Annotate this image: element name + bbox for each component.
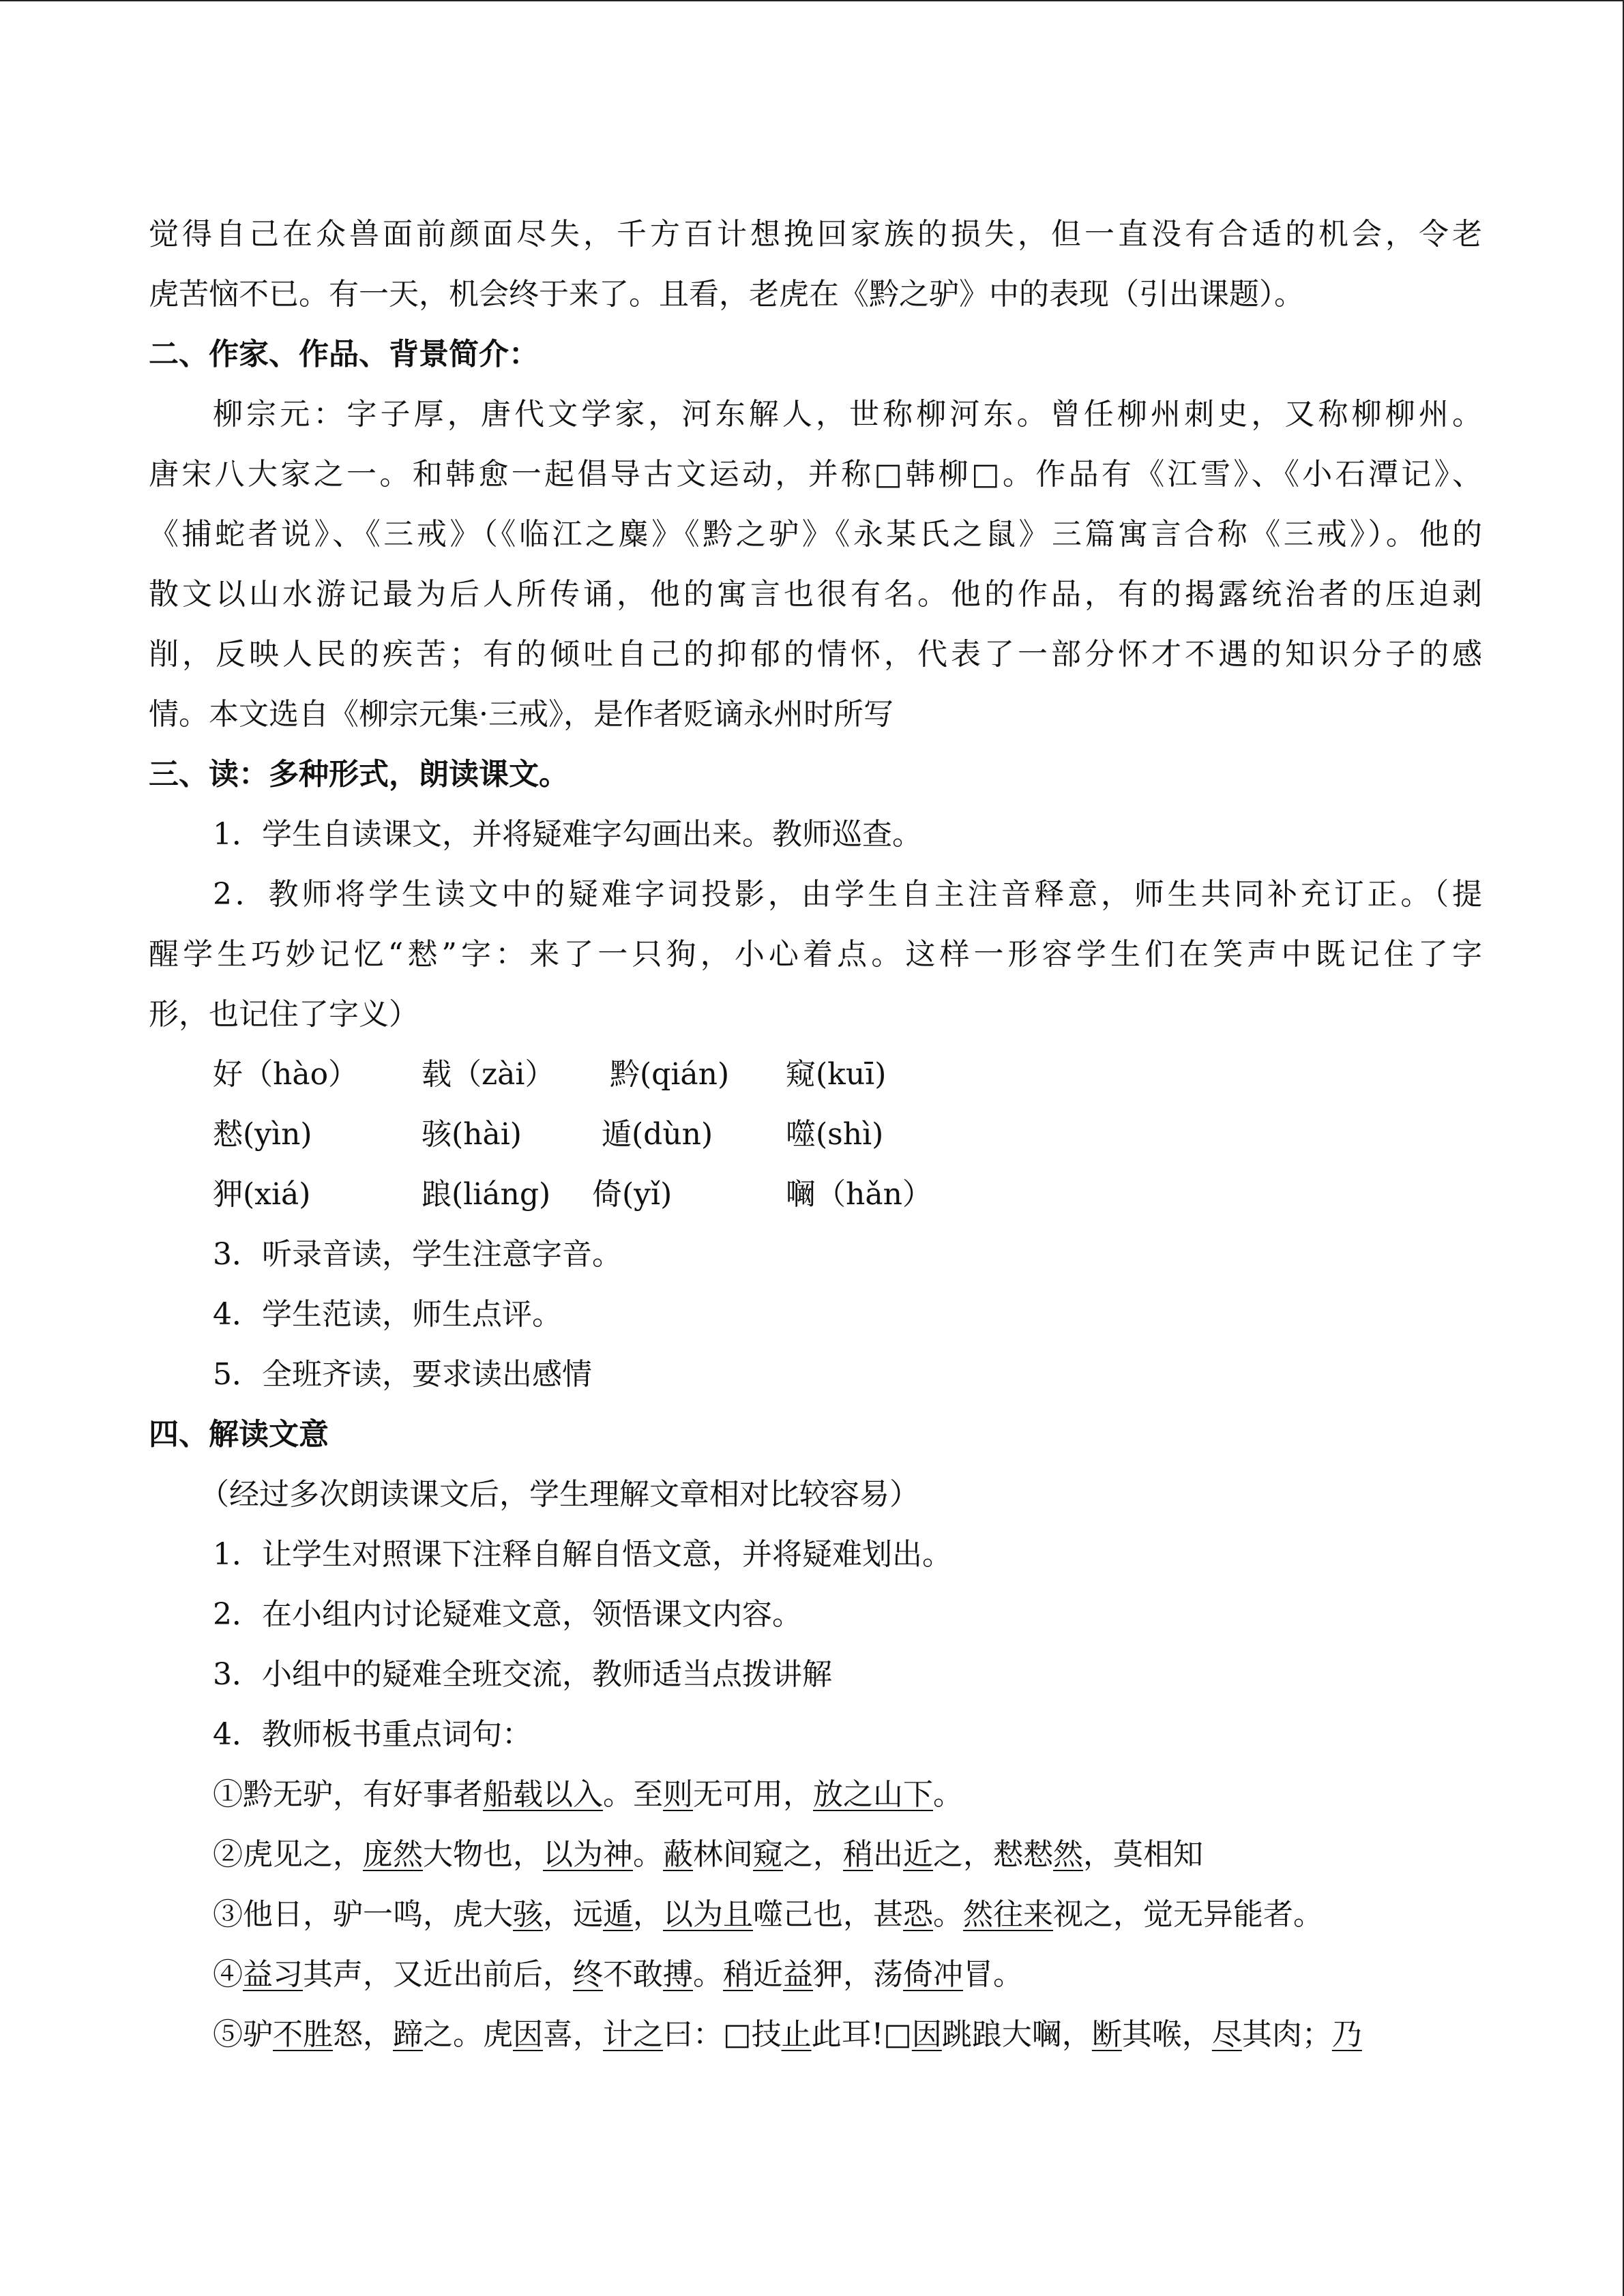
sentence-text: 林间	[693, 1837, 753, 1872]
underlined-word: 倚冲	[903, 1957, 963, 1992]
underlined-word: 以为且	[663, 1897, 753, 1932]
underlined-word: 船载以入	[483, 1777, 603, 1812]
sentence-text: ，莫相知	[1083, 1837, 1203, 1872]
underlined-word: 窥	[753, 1837, 783, 1872]
sentence-text: 不敢	[603, 1957, 663, 1992]
sentence-text: ，远	[543, 1897, 603, 1932]
sentence-text: 跳踉大㘎，	[941, 2017, 1092, 2052]
pronunciation-item: 狎(xiá)	[213, 1177, 311, 1212]
section-2-line-6: 情。本文选自《柳宗元集·三戒》，是作者贬谪永州时所写	[149, 697, 894, 732]
pronunciation-item: 骇(hài)	[422, 1117, 522, 1152]
key-sentence-5	[149, 2005, 1482, 2065]
pronunciation-item: 好（hào）	[213, 1057, 359, 1092]
underlined-word: 因	[911, 2017, 942, 2052]
sentence-text: 此耳!□	[811, 2017, 912, 2052]
underlined-word: 断	[1091, 2017, 1122, 2052]
section-2-heading: 二、作家、作品、背景简介：	[149, 337, 539, 372]
underlined-word: 尽	[1211, 2017, 1242, 2052]
sentence-text: 。	[933, 1897, 963, 1932]
underlined-word: 因	[513, 2017, 543, 2052]
pronunciation-row	[149, 1045, 1482, 1105]
intro-line-2: 虎苦恼不已。有一天，机会终于来了。且看，老虎在《黔之驴》中的表现（引出课题）。	[149, 277, 1304, 312]
sentence-text: 狎，荡	[813, 1957, 903, 1992]
section-2-line-3: 《捕蛇者说》、《三戒》（《临江之麋》《黔之驴》《永某氏之鼠》三篇寓言合称《三戒》）。他的	[149, 517, 1482, 552]
underlined-word: 然往来	[963, 1897, 1053, 1932]
key-sentence-1	[149, 1765, 1482, 1825]
sentence-text: 噬己也，甚	[753, 1897, 903, 1932]
pronunciation-row	[149, 1165, 1482, 1225]
sentence-text: 之。虎	[423, 2017, 513, 2052]
section-4-step-3: 3．小组中的疑难全班交流，教师适当点拨讲解	[213, 1657, 832, 1692]
underlined-word: 稍	[843, 1837, 873, 1872]
sentence-text: 。至	[603, 1777, 663, 1812]
sentence-text: 冒。	[963, 1957, 1023, 1992]
sentence-text: 出	[873, 1837, 903, 1872]
underlined-word: 遁	[603, 1897, 633, 1932]
pronunciation-item: 窥(kuī)	[786, 1057, 887, 1092]
underlined-word: 计之	[603, 2017, 663, 2052]
underlined-word: 蹄	[393, 2017, 423, 2052]
section-2-line-2: 唐宋八大家之一。和韩愈一起倡导古文运动，并称□韩柳□。作品有《江雪》、《小石潭记》、	[149, 457, 1482, 492]
underlined-word: 益	[783, 1957, 813, 1992]
sentence-text: ，	[633, 1897, 663, 1932]
pronunciation-item: 慭(yìn)	[213, 1117, 312, 1152]
sentence-text: 大物也，	[423, 1837, 543, 1872]
section-3-step-2-line-2: 醒学生巧妙记忆“慭”字：来了一只狗，小心着点。这样一形容学生们在笑声中既记住了字	[149, 937, 1482, 972]
underlined-word: 蔽	[663, 1837, 693, 1872]
section-2-line-5: 削，反映人民的疾苦；有的倾吐自己的抑郁的情怀，代表了一部分怀才不遇的知识分子的感	[149, 637, 1482, 672]
section-4-note: （经过多次朗读课文后，学生理解文章相对比较容易）	[199, 1477, 919, 1512]
underlined-word: 益习	[243, 1957, 303, 1992]
sentence-text: 曰：□技	[663, 2017, 782, 2052]
sentence-text: 。	[693, 1957, 723, 1992]
sentence-text: 近	[753, 1957, 783, 1992]
pronunciation-item: 黔(qián)	[610, 1057, 730, 1092]
sentence-text: 其声，又近出前后，	[303, 1957, 573, 1992]
sentence-text: 。	[933, 1777, 963, 1812]
sentence-text: 。	[633, 1837, 663, 1872]
section-2-line-4: 散文以山水游记最为后人所传诵，他的寓言也很有名。他的作品，有的揭露统治者的压迫剥	[149, 577, 1482, 612]
sentence-text: 之，慭慭	[933, 1837, 1053, 1872]
underlined-word: 放之山下	[813, 1777, 933, 1812]
underlined-word: 稍	[723, 1957, 753, 1992]
underlined-word: 止	[781, 2017, 812, 2052]
sentence-text: ③他日，驴一鸣，虎大	[213, 1897, 513, 1932]
key-sentence-2	[149, 1825, 1482, 1885]
section-4-step-4: 4．教师板书重点词句：	[213, 1717, 532, 1752]
section-3-step-2-line-1: 2．教师将学生读文中的疑难字词投影，由学生自主注音释意，师生共同补充订正。（提	[213, 877, 1482, 912]
sentence-text: 怒，	[333, 2017, 393, 2052]
underlined-word: 近	[903, 1837, 933, 1872]
underlined-word: 恐	[903, 1897, 933, 1932]
sentence-text: ②虎见之，	[213, 1837, 363, 1872]
sentence-text: 其肉；	[1241, 2017, 1332, 2052]
sentence-text: 之，	[783, 1837, 843, 1872]
intro-line-1: 觉得自己在众兽面前颜面尽失，千方百计想挽回家族的损失，但一直没有合适的机会，令老	[149, 217, 1482, 252]
section-4-step-1: 1．让学生对照课下注释自解自悟文意，并将疑难划出。	[213, 1537, 952, 1572]
pronunciation-item: 㘎（hǎn）	[786, 1177, 932, 1212]
underlined-word: 搏	[663, 1957, 693, 1992]
underlined-word: 终	[573, 1957, 603, 1992]
pronunciation-item: 载（zài）	[422, 1057, 555, 1092]
section-3-heading: 三、读：多种形式，朗读课文。	[149, 757, 569, 792]
sentence-text: ⑤驴	[213, 2017, 273, 2052]
section-3-step-4: 4．学生范读，师生点评。	[213, 1297, 562, 1332]
sentence-text: 喜，	[543, 2017, 603, 2052]
section-3-step-3: 3．听录音读，学生注意字音。	[213, 1237, 622, 1272]
pronunciation-item: 倚(yǐ)	[592, 1177, 673, 1212]
sentence-text: ①黔无驴，有好事者	[213, 1777, 483, 1812]
pronunciation-row	[149, 1105, 1482, 1165]
section-2-line-1: 柳宗元：字子厚，唐代文学家，河东解人，世称柳河东。曾任柳州刺史，又称柳柳州。	[213, 397, 1482, 432]
underlined-word: 乃	[1331, 2017, 1362, 2052]
underlined-word: 骇	[513, 1897, 543, 1932]
sentence-text: 视之，觉无异能者。	[1053, 1897, 1323, 1932]
underlined-word: 则	[663, 1777, 693, 1812]
key-sentence-4	[149, 1945, 1482, 2005]
sentence-text: 其喉，	[1121, 2017, 1212, 2052]
pronunciation-item: 踉(liáng)	[422, 1177, 551, 1212]
key-sentence-3	[149, 1885, 1482, 1945]
pronunciation-item: 噬(shì)	[786, 1117, 884, 1152]
underlined-word: 不胜	[273, 2017, 333, 2052]
section-3-step-2-line-3: 形，也记住了字义）	[149, 997, 419, 1032]
sentence-text: 无可用，	[693, 1777, 813, 1812]
sentence-text: ④	[213, 1957, 243, 1992]
pronunciation-item: 遁(dùn)	[602, 1117, 713, 1152]
underlined-word: 庞然	[363, 1837, 423, 1872]
underlined-word: 以为神	[543, 1837, 633, 1872]
section-3-step-5: 5．全班齐读，要求读出感情	[213, 1357, 592, 1392]
document-body	[149, 205, 1482, 2065]
section-4-step-2: 2．在小组内讨论疑难文意，领悟课文内容。	[213, 1597, 802, 1632]
section-4-heading: 四、解读文意	[149, 1417, 329, 1452]
underlined-word: 然	[1053, 1837, 1083, 1872]
section-3-step-1: 1．学生自读课文，并将疑难字勾画出来。教师巡查。	[213, 817, 922, 852]
